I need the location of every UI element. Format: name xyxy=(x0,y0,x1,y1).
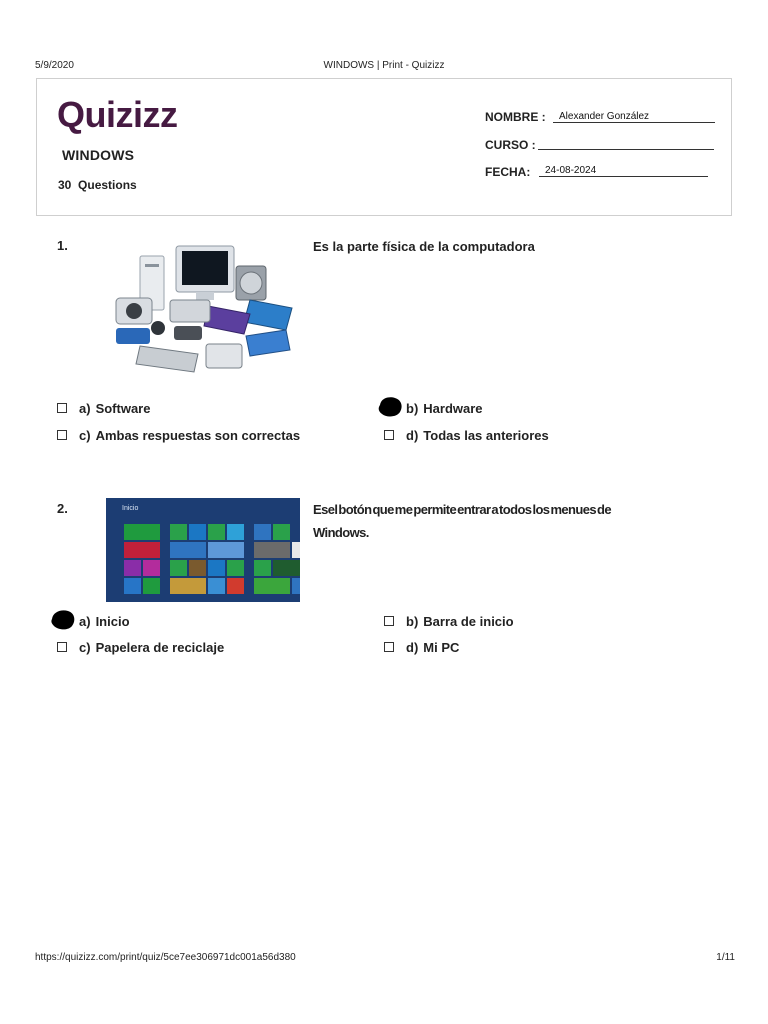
q2-option-b[interactable]: b) Barra de inicio xyxy=(384,614,634,630)
checkbox[interactable] xyxy=(57,642,67,652)
question-1-text: Es la parte física de la computadora xyxy=(313,239,535,254)
q1-option-d[interactable]: d) Todas las anteriores xyxy=(384,428,634,444)
q1-option-b[interactable]: b) Hardware xyxy=(384,401,634,417)
q2-option-d[interactable]: d) Mi PC xyxy=(384,640,634,656)
windows-start-screen-image xyxy=(106,498,300,602)
computer-hardware-icon xyxy=(110,242,296,380)
checkbox[interactable] xyxy=(57,403,67,413)
question-2-text: Esel botón que me permite entrar a todos los menues de Windows. xyxy=(313,502,611,540)
svg-text:Quizizz: Quizizz xyxy=(57,94,178,135)
course-label: CURSO : xyxy=(485,138,536,152)
quiz-header-card xyxy=(36,78,732,216)
checkbox[interactable] xyxy=(57,430,67,440)
checkbox[interactable] xyxy=(384,430,394,440)
windows-tiles-icon xyxy=(106,498,300,602)
question-1-number: 1. xyxy=(57,238,68,253)
q1-option-c[interactable]: c) Ambas respuestas son correctas xyxy=(57,428,327,444)
q2-option-c[interactable]: c) Papelera de reciclaje xyxy=(57,640,307,656)
date-field[interactable]: 24-08-2024 xyxy=(539,165,708,177)
date-label: FECHA: xyxy=(485,165,531,179)
q2-option-a[interactable]: a) Inicio xyxy=(57,614,307,630)
question-count: 30 Questions xyxy=(58,178,137,192)
checkbox[interactable] xyxy=(384,616,394,626)
print-title: WINDOWS | Print - Quizizz xyxy=(323,60,445,71)
quiz-title: WINDOWS xyxy=(62,147,135,163)
print-url: https://quizizz.com/print/quiz/5ce7ee306971dc001a56d380 xyxy=(35,952,296,963)
marked-answer-icon xyxy=(49,608,77,632)
marked-answer-icon xyxy=(376,395,404,419)
q1-option-a[interactable]: a) Software xyxy=(57,401,307,417)
quizizz-logo xyxy=(57,93,197,137)
name-label: NOMBRE : xyxy=(485,110,546,124)
question-2-number: 2. xyxy=(57,501,68,516)
course-field[interactable] xyxy=(538,138,714,150)
checkbox[interactable] xyxy=(384,642,394,652)
name-field[interactable]: Alexander González xyxy=(553,111,715,123)
print-date: 5/9/2020 xyxy=(35,60,74,71)
hardware-image xyxy=(110,242,296,380)
start-label: Inicio xyxy=(122,505,139,512)
page-number: 1/11 xyxy=(716,952,735,963)
